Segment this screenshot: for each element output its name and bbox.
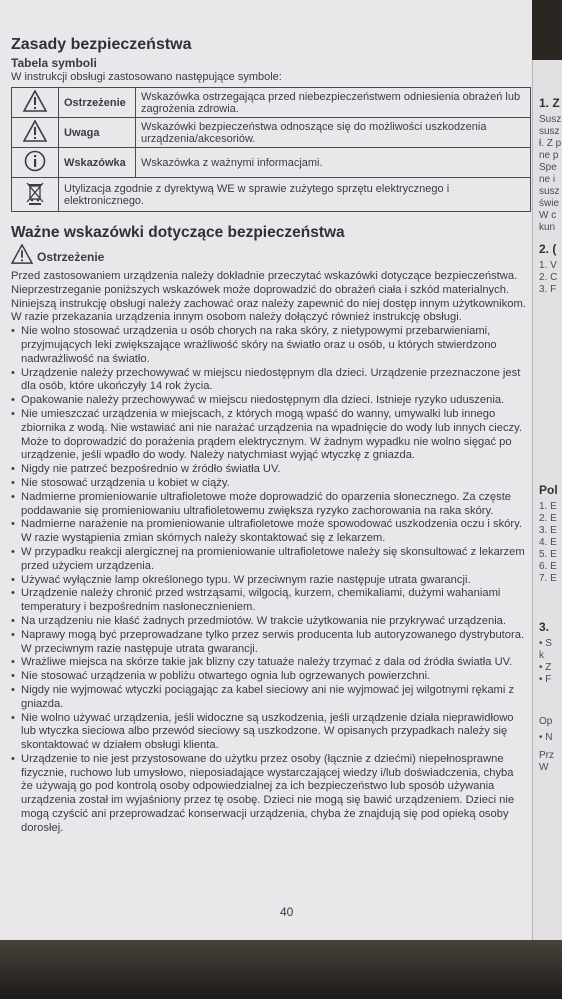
symbol-description: Utylizacja zgodnie z dyrektywą WE w sprawie zużytego sprzętu elektrycznego i elektronicznego. xyxy=(59,178,531,212)
next-page-line: ne p xyxy=(539,150,559,161)
next-page-heading: 2. ( xyxy=(539,242,557,256)
next-page-line: Spe xyxy=(539,162,557,173)
symbol-description: Wskazówka ostrzegająca przed niebezpieczeństwem odniesienia obrażeń lub zagrożenia zdrowia. xyxy=(136,88,531,118)
symbol-icon-cell xyxy=(12,88,59,118)
list-item: • Nigdy nie patrzeć bezpośrednio w źródło światła UV. xyxy=(11,463,526,477)
next-page-heading: Pol xyxy=(539,483,558,497)
list-item: • Nadmierne promieniowanie ultrafioletowe może doprowadzić do oparzenia słonecznego. Za częste poddawanie się promieniowaniu ultrafioletowemu zwiększa ryzyko zachorowania na raka skóry. xyxy=(11,491,526,519)
next-page-line: 3. E xyxy=(539,525,557,536)
list-item: • Nie wolno stosować urządzenia u osób chorych na raka skóry, z nietypowymi przebarwieniami, przyjmujących leki zwiększające wrażliwość skóry na światło oraz u osób, u których stwierdzono nadwrażliwość na światło. xyxy=(11,325,526,366)
list-item: • Nie stosować urządzenia u kobiet w ciąży. xyxy=(11,477,526,491)
next-page-line: susz xyxy=(539,186,560,197)
page-content xyxy=(11,36,526,836)
next-page-line: 7. E xyxy=(539,573,557,584)
warning-triangle-icon xyxy=(11,244,33,264)
next-page-line: • N xyxy=(539,732,553,743)
crossed-bin-icon xyxy=(24,180,46,206)
symbol-icon-cell xyxy=(12,148,59,178)
list-item: • Nie umieszczać urządzenia w miejscach, z których mogą wpaść do wanny, umywalki lub innego zbiornika z wodą. Nie wstawiać ani nie narażać urządzenia na wpadnięcie do wody lub innych cieczy. Może to doprowadzić do porażenia prądem elektrycznym. W żadnym wypadku nie wolno sięgać po urządzenie, jeśli wpadło do wody. Należy natychmiast wyjąć wtyczkę z gniazda. xyxy=(11,408,526,463)
list-item: • Nie wolno używać urządzenia, jeśli widoczne są uszkodzenia, jeśli urządzenie działa nieprawidłowo lub wtyczka sieciowa albo przewód sieciowy są uszkodzone. W opisanych przypadkach należy się skontaktować w działem obsługi klienta. xyxy=(11,712,526,753)
next-page-edge xyxy=(532,60,562,960)
list-item: • W przypadku reakcji alergicznej na promieniowanie ultrafioletowe należy się skonsultować z lekarzem przed użyciem urządzenia. xyxy=(11,546,526,574)
next-page-line: 1. E xyxy=(539,501,557,512)
symbol-table xyxy=(11,87,531,212)
symbol-description: Wskazówki bezpieczeństwa odnoszące się do możliwości uszkodzenia urządzenia/akcesoriów. xyxy=(136,118,531,148)
warning-heading xyxy=(11,244,526,264)
next-page-line: 3. F xyxy=(539,284,557,295)
safety-text xyxy=(11,270,526,836)
next-page-line: 2. E xyxy=(539,513,557,524)
symbol-icon-cell xyxy=(12,178,59,212)
list-item: • Nadmierne narażenie na promieniowanie ultrafioletowe może spowodować uszkodzenia oczu i skóry. W razie wystąpienia zmian skórnych należy skontaktować się z lekarzem. xyxy=(11,518,526,546)
next-page-line: 4. E xyxy=(539,537,557,548)
symbol-label: Uwaga xyxy=(59,118,136,148)
table-row xyxy=(12,88,531,118)
next-page-line: Susz xyxy=(539,114,562,125)
symbol-label: Ostrzeżenie xyxy=(59,88,136,118)
symbols-subtitle: Tabela symboli xyxy=(11,56,97,70)
list-item: • Urządzenie należy przechowywać w miejscu niedostępnym dla dzieci. Urządzenie przeznaczone jest dla osób, które ukończyły 14 rok życia. xyxy=(11,367,526,395)
next-page-line: 2. C xyxy=(539,272,558,283)
symbols-intro: W instrukcji obsługi zastosowano następujące symbole: xyxy=(11,71,282,83)
warning-label: Ostrzeżenie xyxy=(37,250,105,264)
table-row xyxy=(12,118,531,148)
section-title: Ważne wskazówki dotyczące bezpieczeństwa xyxy=(11,224,345,241)
next-page-line: świe xyxy=(539,198,560,209)
table-row xyxy=(12,178,531,212)
list-item: • Wrażliwe miejsca na skórze takie jak blizny czy tatuaże należy trzymać z dala od źródła światła UV. xyxy=(11,656,526,670)
next-page-line: ne i xyxy=(539,174,556,185)
next-page-line: Op xyxy=(539,716,553,727)
list-item: • Używać wyłącznie lamp określonego typu. W przeciwnym razie następuje utrata gwarancji. xyxy=(11,574,526,588)
next-page-line: • S xyxy=(539,638,552,649)
symbol-description: Wskazówka z ważnymi informacjami. xyxy=(136,148,531,178)
list-item: • Opakowanie należy przechowywać w miejscu niedostępnym dla dzieci. Istnieje ryzyko uduszenia. xyxy=(11,394,526,408)
list-item: • Urządzenie należy chronić przed wstrząsami, wilgocią, kurzem, chemikaliami, dużymi wahaniami temperatury i bezpośrednim nasłonecznieniem. xyxy=(11,587,526,615)
table-row xyxy=(12,148,531,178)
next-page-heading: 1. Z xyxy=(539,96,560,110)
next-page-line: susz xyxy=(539,126,560,137)
list-item: • Urządzenie to nie jest przystosowane do użytku przez osoby (łącznie z dziećmi) niepełnosprawne fizycznie, ruchowo lub umysłowo, nieposiadające wystarczającej wiedzy i/lub doświadczenia, chyba że używają go pod kontrolą osoby odpowiedzialnej za ich bezpieczeństwo lub sposób używania urządzenia został im wyjaśniony przez tę osobę. Dzieci nie mogą się bawić urządzeniem. Dzieci nie mogą czyścić ani przeprowadzać konserwacji urządzenia, chyba że znajdują się pod opieką osoby dorosłej. xyxy=(11,753,526,836)
next-page-line: 1. V xyxy=(539,260,557,271)
next-page-line: W xyxy=(539,762,549,773)
intro-paragraph: Przed zastosowaniem urządzenia należy dokładnie przeczytać wskazówki dotyczące bezpieczeństwa. Nieprzestrzeganie poniższych wskazówek może doprowadzić do obrażeń ciała i szkód materialnych. Niniejszą instrukcję obsługi należy zachować oraz należy zapewnić do niej dostęp innym użytkownikom. W razie przekazania urządzenia innym osobom należy dołączyć również instrukcję obsługi. xyxy=(11,270,526,324)
next-page-line: Prz xyxy=(539,750,554,761)
page-number: 40 xyxy=(280,905,294,919)
list-item: • Na urządzeniu nie kłaść żadnych przedmiotów. W trakcie użytkowania nie przykrywać urządzenia. xyxy=(11,615,526,629)
caution-triangle-icon xyxy=(23,120,47,142)
next-page-line: ł. Z p xyxy=(539,138,562,149)
symbol-icon-cell xyxy=(12,118,59,148)
next-page-line: • Z xyxy=(539,662,552,673)
list-item: • Nie stosować urządzenia w pobliżu otwartego ognia lub ogrzewanych powierzchni. xyxy=(11,670,526,684)
symbol-label: Wskazówka xyxy=(59,148,136,178)
next-page-line: kun xyxy=(539,222,556,233)
next-page-heading: 3. xyxy=(539,620,550,634)
safety-list xyxy=(11,325,526,835)
next-page-line: 5. E xyxy=(539,549,557,560)
info-icon xyxy=(24,150,46,172)
background-surface xyxy=(0,940,562,999)
list-item: • Nigdy nie wyjmować wtyczki pociągając za kabel sieciowy ani nie wyjmować jej wilgotnymi rękami z gniazda. xyxy=(11,684,526,712)
next-page-line: 6. E xyxy=(539,561,557,572)
list-item: • Naprawy mogą być przeprowadzane tylko przez serwis producenta lub autoryzowanego dystrybutora. W przeciwnym razie następuje utrata gwarancji. xyxy=(11,629,526,657)
page-title: Zasady bezpieczeństwa xyxy=(11,36,192,53)
next-page-line: k xyxy=(539,650,544,661)
warning-triangle-icon xyxy=(23,90,47,112)
next-page-line: • F xyxy=(539,674,552,685)
next-page-line: W c xyxy=(539,210,557,221)
